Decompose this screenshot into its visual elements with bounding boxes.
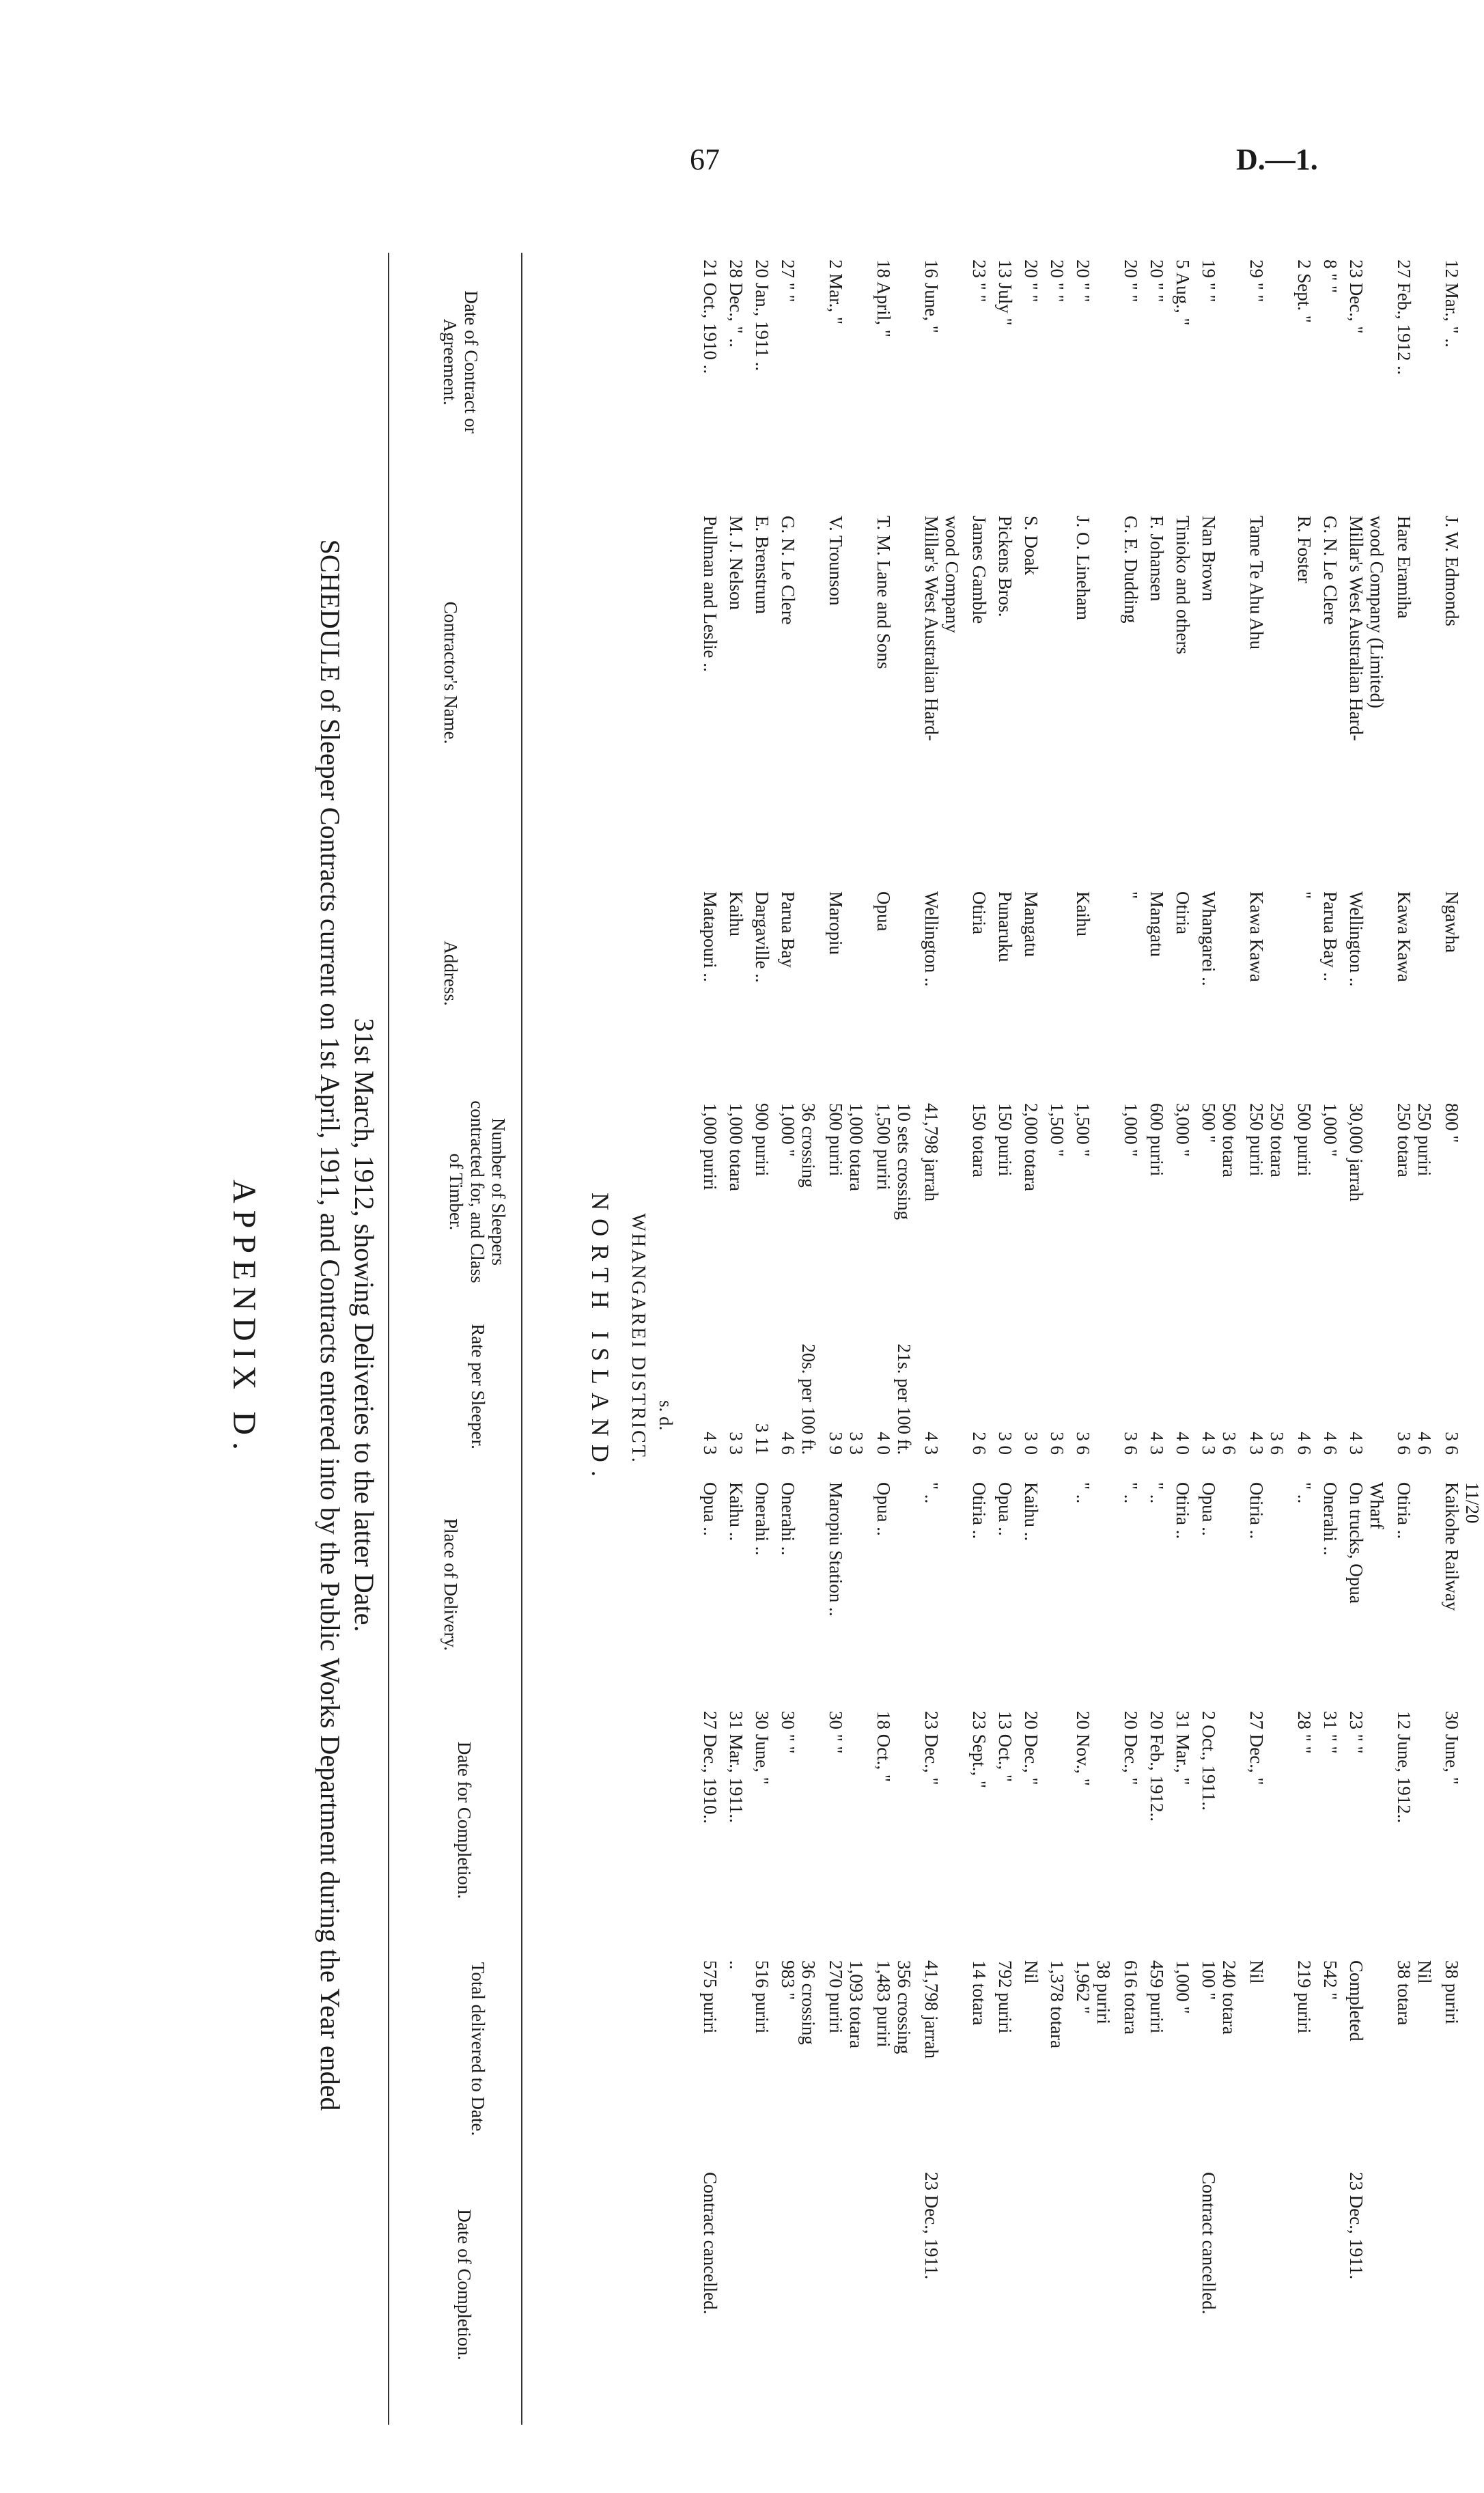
cell-sub-total: 240 totara [1219,1960,1240,2035]
cell-rate: 4 3 [1147,1432,1167,1455]
cell-due: 31 Mar., " [1173,1711,1193,1785]
table-row [1066,253,1114,2425]
cell-total: 459 puriri [1147,1960,1167,2034]
cell-number: 250 totara [1394,1103,1414,1178]
cell-date: 20 Jan., 1911 .. [752,260,772,372]
cell-rate: 3 0 [1021,1432,1041,1455]
contracts-table [389,253,1483,2425]
cell-total: 14 totara [969,1960,990,2026]
cell-due: 2 Oct., 1911.. [1199,1711,1219,1811]
cell-number: 600 puriri [1147,1103,1167,1177]
cell-rate: 3 6 [1442,1432,1462,1455]
cell-due: 28 " " [1294,1711,1315,1754]
table-top-rule [388,253,389,2425]
cell-due: 12 June, 1912.. [1394,1711,1414,1824]
cell-address: Matapouri .. [700,891,720,982]
cell-name: S. Doak [1021,516,1041,575]
island-heading: NORTH ISLAND. [587,1193,614,1485]
cell-number: 30,000 jarrah [1346,1103,1367,1201]
cell-date: 8 " " [1320,260,1341,294]
cell-place: Otiria .. [1246,1482,1267,1540]
cell-place: Onerahi .. [1320,1482,1341,1556]
cell-name: James Gamble [969,516,990,624]
cell-total: Nil [1021,1960,1041,1984]
cell-number: 1,500 " [1047,1103,1067,1157]
cell-date: 20 " " [1047,260,1067,303]
appendix-title: APPENDIX D. [226,1179,262,1457]
cell-sub-number: 10 sets crossing [894,1103,914,1220]
cell-sub-rate: 4 6 [1414,1432,1435,1455]
table-row [1014,253,1041,2425]
cell-total: 219 puriri [1294,1960,1315,2034]
cell-done: 23 Dec., 1911. [1346,2172,1367,2280]
cell-name: M. J. Nelson [726,516,746,611]
cell-address: Punaruku [995,891,1016,962]
table-row [1287,253,1315,2425]
cell-place: Kaihu .. [726,1482,746,1542]
cell-due: 20 Dec., " [1121,1711,1141,1785]
cell-address: Wellington .. [1346,891,1367,987]
cell-done: Contract cancelled. [700,2172,720,2315]
cell-sub-place: 11/20 [1462,1482,1483,1524]
table-row [719,253,746,2425]
cell-done: Contract cancelled. [1199,2172,1219,2315]
cell-place: Onerahi .. [752,1482,772,1556]
cell-total: 792 puriri [995,1960,1016,2034]
cell-sub-total: 1,093 totara [846,1960,867,2048]
col-header-date: Date of Contract or Agreement. [440,290,481,434]
cell-number: 150 puriri [995,1103,1016,1177]
cell-date: 19 " " [1199,260,1219,303]
table-row [1435,253,1483,2425]
cell-date: 21 Oct., 1910 .. [700,260,720,374]
cell-due: 30 " " [778,1711,798,1754]
cell-number: 250 puriri [1246,1103,1267,1177]
cell-date: 28 Dec., " .. [726,260,746,348]
cell-number: 1,500 " [1073,1103,1093,1157]
cell-name: Pullman and Leslie .. [700,516,720,672]
cell-place: " .. [921,1482,942,1504]
cell-number: 1,000 " [778,1103,798,1157]
cell-due: 27 Dec., 1910.. [700,1711,720,1824]
cell-rate: 4 0 [1173,1432,1193,1455]
table-row [914,253,962,2425]
cell-date: 20 " " [1147,260,1167,303]
cell-total: 1,483 puriri [873,1960,894,2048]
cell-total: 38 puriri [1442,1960,1462,2024]
cell-sub-rate: 3 6 [1219,1432,1240,1455]
cell-due: 20 Nov., " [1073,1711,1093,1786]
cell-sub-number: 250 totara [1267,1103,1287,1178]
table-row [693,253,720,2425]
table-row [1339,253,1387,2425]
table-row [962,253,990,2425]
cell-rate: 3 9 [826,1432,846,1455]
cell-due: 23 Sept., " [969,1711,990,1789]
cell-address: Otiria [1173,891,1193,934]
header-bottom-rule [521,253,522,2425]
cell-rate: 3 6 [1121,1432,1141,1455]
cell-due: 31 " " [1320,1711,1341,1754]
cell-sub-number: 36 crossing [798,1103,819,1188]
col-header-name: Contractor's Name. [440,601,461,744]
cell-place: " .. [1073,1482,1093,1504]
cell-sub-number: 500 totara [1219,1103,1240,1178]
cell-sub-rate: 3 3 [846,1432,867,1455]
table-row [1114,253,1141,2425]
cell-name: E. Brenstrum [752,516,772,614]
table-row [867,253,914,2425]
table-row [988,253,1016,2425]
cell-sub-rate: 21s. per 100 ft. [894,1343,914,1455]
cell-address: " [1294,891,1315,900]
cell-name: R. Foster [1294,516,1315,584]
cell-address: Mangatu [1147,891,1167,957]
cell-number: 1,000 " [1320,1103,1341,1157]
cell-name: F. Johansen [1147,516,1167,602]
cell-rate: 4 3 [1346,1432,1367,1455]
cell-place: Opua .. [873,1482,894,1536]
col-header-place: Place of Delivery. [440,1518,461,1651]
cell-name: Tame Te Ahu Ahu [1246,516,1267,650]
cell-number: 900 puriri [752,1103,772,1177]
cell-sub-place: Wharf [1367,1482,1387,1529]
district-heading: WHANGAREI DISTRICT. [628,1213,649,1464]
cell-name: Millar's West Australian Hard- [1346,516,1367,741]
rate-units: s. d. [656,1400,676,1431]
cell-number: 1,000 puriri [700,1103,720,1190]
cell-place: Opua .. [995,1482,1016,1536]
col-header-rate: Rate per Sleeper. [468,1324,488,1449]
cell-total: 41,798 jarrah [921,1960,942,2059]
table-row [819,253,867,2425]
page-reference: D.—1. [1236,143,1318,176]
col-header-due: Date for Completion. [454,1741,475,1899]
cell-name: J. W. Edmonds [1442,516,1462,627]
cell-sub-rate: 3 6 [1267,1432,1287,1455]
cell-sub-name: wood Company (Limited) [1367,516,1387,708]
cell-number: 1,000 totara [726,1103,746,1191]
cell-rate: 4 3 [700,1432,720,1455]
table-row [1040,253,1067,2425]
cell-date: 2 Sept. " [1294,260,1315,323]
col-header-total: Total delivered to Date. [468,1962,488,2136]
cell-sub-name: wood Company [942,516,962,633]
cell-due: 20 Dec., " [1021,1711,1041,1785]
cell-date: 27 " " [778,260,798,303]
cell-name: J. O. Lineham [1073,516,1093,620]
cell-name: Millar's West Australian Hard- [921,516,942,741]
cell-due: 18 Oct., " [873,1711,894,1783]
cell-place: Opua .. [700,1482,720,1536]
cell-place: Otiria .. [969,1482,990,1540]
cell-place: " .. [1294,1482,1315,1504]
cell-place: On trucks, Opua [1346,1482,1367,1604]
cell-number: 1,000 " [1121,1103,1141,1157]
cell-total: 38 totara [1394,1960,1414,2026]
cell-total: .. [726,1960,746,1970]
table-row [745,253,772,2425]
cell-sub-total: 356 crossing [894,1960,914,2055]
cell-address: Otiria [969,891,990,934]
cell-number: 1,500 puriri [873,1103,894,1190]
cell-due: 23 Dec., " [921,1711,942,1785]
cell-date: 16 June, " [921,260,942,333]
cell-number: 150 totara [969,1103,990,1178]
cell-date: 27 Feb., 1912 .. [1394,260,1414,375]
cell-name: G. N. Le Clere [1320,516,1341,625]
cell-address: Parua Bay [778,891,798,968]
cell-number: 41,798 jarrah [921,1103,942,1201]
cell-address: " [1121,891,1141,900]
cell-date: 29 " " [1246,260,1267,303]
cell-address: Dargaville .. [752,891,772,983]
cell-date: 20 " " [1121,260,1141,303]
cell-rate: 3 6 [1394,1432,1414,1455]
cell-place: Maropiu Station .. [826,1482,846,1617]
cell-number: 500 puriri [1294,1103,1315,1177]
schedule-title-line1: SCHEDULE of Sleeper Contracts current on 1st April, 1911, and Contracts entered into by the Public Works Department during the Year ended [315,539,346,2111]
cell-total: 1,378 totara [1047,1960,1067,2048]
cell-rate: 3 6 [1047,1432,1067,1455]
cell-total: 616 totara [1121,1960,1141,2035]
cell-name: V. Trounson [826,516,846,606]
cell-rate: 3 0 [995,1432,1016,1455]
table-row [1140,253,1167,2425]
cell-rate: 4 0 [873,1432,894,1455]
cell-number: 500 " [1199,1103,1219,1143]
table-row [771,253,819,2425]
table-row [1166,253,1193,2425]
cell-place: Kaikohe Railway [1442,1482,1462,1611]
cell-place: Otiria .. [1394,1482,1414,1540]
cell-rate: 4 3 [1246,1432,1267,1455]
cell-address: Wellington .. [921,891,942,987]
cell-name: T. M. Lane and Sons [873,516,894,669]
col-header-address: Address. [440,941,461,1006]
cell-due: 30 June, " [1442,1711,1462,1785]
cell-total: 100 " [1199,1960,1219,2001]
cell-date: 18 April, " [873,260,894,337]
cell-date: 5 Aug., " [1173,260,1193,326]
cell-place: Otiria .. [1173,1482,1193,1540]
table-row [1313,253,1341,2425]
cell-due: 27 Dec., " [1246,1711,1267,1785]
cell-sub-number: 1,000 totara [846,1103,867,1191]
cell-sub-number: 250 puriri [1414,1103,1435,1177]
cell-name: Tinioko and others [1173,516,1193,655]
cell-rate: 4 3 [921,1432,942,1455]
cell-total: 983 " [778,1960,798,2001]
cell-sub-total: 36 crossing [798,1960,819,2045]
cell-due: 30 " " [826,1711,846,1754]
cell-rate: 4 6 [778,1432,798,1455]
cell-total: Nil [1246,1960,1267,1984]
cell-sub-rate: 20s. per 100 ft. [798,1343,819,1455]
cell-address: Kawa Kawa [1394,891,1414,982]
cell-total: Completed [1346,1960,1367,2042]
cell-sub-total: 38 puriri [1093,1960,1114,2024]
cell-address: Opua [873,891,894,932]
cell-address: Kawa Kawa [1246,891,1267,982]
cell-number: 3,000 " [1173,1103,1193,1157]
cell-rate: 4 3 [1199,1432,1219,1455]
cell-address: Kaihu [1073,891,1093,936]
cell-rate: 3 11 [752,1423,772,1455]
cell-due: 20 Feb., 1912.. [1147,1711,1167,1822]
cell-rate: 4 6 [1294,1432,1315,1455]
cell-place: " .. [1121,1482,1141,1504]
cell-due: 13 Oct., " [995,1711,1016,1783]
table-row [1240,253,1287,2425]
cell-date: 13 July " [995,260,1016,326]
cell-total: 516 puriri [752,1960,772,2034]
cell-address: Maropiu [826,891,846,955]
col-header-done: Date of Completion. [454,2209,475,2360]
cell-total: 575 puriri [700,1960,720,2034]
table-row [1387,253,1435,2425]
cell-rate: 2 6 [969,1432,990,1455]
cell-total: 270 puriri [826,1960,846,2034]
cell-date: 20 " " [1021,260,1041,303]
cell-total: 1,000 " [1173,1960,1193,2014]
cell-name: Pickens Bros. [995,516,1016,617]
cell-date: 20 " " [1073,260,1093,303]
cell-total: 542 " [1320,1960,1341,2001]
cell-date: 12 Mar., " .. [1442,260,1462,348]
cell-sub-total: Nil [1414,1960,1435,1984]
cell-date: 2 Mar., " [826,260,846,325]
cell-total: 1,962 " [1073,1960,1093,2014]
cell-due: 23 " " [1346,1711,1367,1754]
cell-due: 30 June, " [752,1711,772,1785]
cell-date: 23 " " [969,260,990,303]
cell-name: G. N. Le Clere [778,516,798,625]
cell-address: Whangarei .. [1199,891,1219,986]
cell-address: Kaihu [726,891,746,936]
cell-date: 23 Dec., " [1346,260,1367,334]
page-number: 67 [690,143,720,176]
cell-place: Kaihu .. [1021,1482,1041,1542]
cell-address: Parua Bay .. [1320,891,1341,981]
cell-due: 31 Mar., 1911.. [726,1711,746,1823]
cell-name: Hare Eramiha [1394,516,1414,619]
cell-number: 500 puriri [826,1103,846,1177]
col-header-number: Number of Sleepers contracted for, and Class of Timber. [446,1100,509,1283]
cell-done: 23 Dec., 1911. [921,2172,942,2280]
cell-number: 2,000 totara [1021,1103,1041,1191]
cell-name: Nan Brown [1199,516,1219,602]
cell-rate: 3 3 [726,1432,746,1455]
rotated-page [222,191,1483,2445]
cell-address: Mangatu [1021,891,1041,957]
cell-place: Onerahi .. [778,1482,798,1556]
cell-rate: 4 6 [1320,1432,1341,1455]
cell-place: Opua .. [1199,1482,1219,1536]
cell-address: Ngawha [1442,891,1462,953]
table-row [1192,253,1240,2425]
cell-place: " .. [1147,1482,1167,1504]
cell-number: 800 " [1442,1103,1462,1143]
cell-name: G. E. Dudding [1121,516,1141,624]
cell-rate: 3 6 [1073,1432,1093,1455]
schedule-title-line2: 31st March, 1912, showing Deliveries to the latter Date. [349,1018,380,1632]
